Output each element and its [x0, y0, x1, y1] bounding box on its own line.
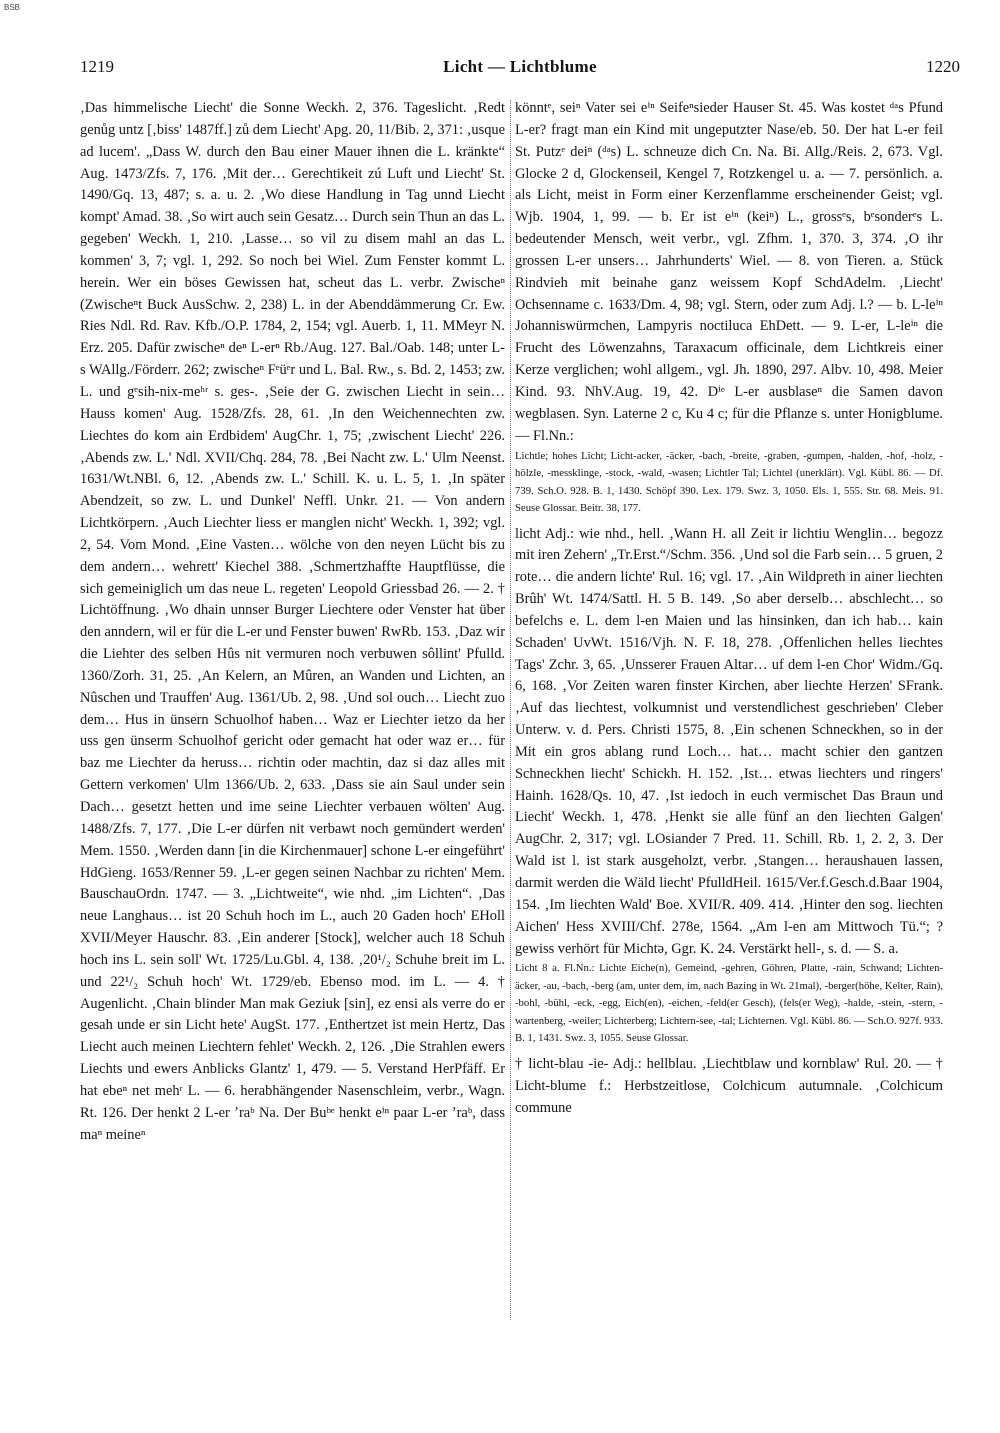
- right-column: [515, 98, 943, 1360]
- page-number-left: 1219: [80, 57, 114, 76]
- library-mark: BSB: [4, 3, 21, 12]
- running-title: Licht — Lichtblume: [443, 57, 597, 76]
- lichtblau-entry: † licht-blau -ie- Adj.: hellblau. ‚Liechtblaw und kornblaw' Rul. 20. — † Licht-blume f.: Herbstzeitlose, Colchicum autumnale. ‚Colchicum commune: [515, 1055, 943, 1116]
- field-names-block: Lichtle; hohes Licht; Licht-acker, -äcker, -bach, -breite, -graben, -gumpen, -halden, -hof, -holz, -hölzle, -messklinge, -stock, -wald, -wasen; Lichtler Tal; Lichtel (unerklärt). Vgl. Kübl. 86. — Df. 739. Sch.O. 928. B. 1, 1430. Schöpf 390. Lex. 179. Swz. 3, 1050. Els. 1, 555. Str. 68. Meis. 91. Seuse Glossar. Beitr. 38, 177.: [515, 449, 943, 514]
- column-divider: [510, 100, 511, 1320]
- page-header: [80, 57, 960, 81]
- left-column-text: ‚Das himmelische Liecht' die Sonne Weckh. 2, 376. Tageslicht. ‚Redt genůg untz [‚biss' 1487ff.] zů dem Liecht' Apg. 20, 11/Bib. 2, 371: ‚usque ad lucem'. „Dass W. durch den Bau einer Mauer ihnen die L. kränkte“ Aug. 1473/Zfs. 7, 176. ‚Mit der… Gerechtikeit zú Luft und Liecht' St. 1490/Gq. 13, 487; s. a. u. 2. ‚Wo diese Handlung in Tag unnd Liecht kompt' Amad. 38. ‚So wirt auch sein Gesatz… Durch sein Thun an das L. gegeben' Weckh. 1, 210. ‚Lasse… so vil zu disem mahl an das L. kommen' 3, 7; vgl. 1, 292. So noch bei Wiel. Zum Fenster kommt L. herein. Wer ein böses Gewissen hat, scheut das L. verbr. Zwischeⁿ (Zwischeⁿt Buck AusSchw. 2, 238) L. in der Abenddämmerung Cr. Ew. Ries Ndl. Rd. Rav. Kfb./O.P. 1784, 2, 154; vgl. Auerb. 1, 11. MMeyr N. Erz. 205. Dafür zwischeⁿ deⁿ L-erⁿ Rb./Aug. 127. Bal./Oab. 148; unter L-s WAllg./Förderr. 262; zwischeⁿ Fᵉüᵉr und L. Bal. Rw., s. Bd. 2, 1453; zw. L. und gᵉsih-nix-meʰʳ s. ges-. ‚Seie der G. zwischen Liecht in sein… Hauss komen' Aug. 1528/Zfs. 28, 61. ‚In den Weichennechten zw. Liechtes do kom ain Erdbidem' AugChr. 1, 75; ‚zwischent Liecht' 226. ‚Abends zw. L.' Ndl. XVII/Chq. 284, 78. ‚Bei Nacht zw. L.' Ulm Neenst. 1631/Wt.NBl. 6, 12. ‚Abends zw. L.' Schill. K. u. L. 5, 1. ‚In später Abendzeit, so zw. L. und Dunkel' Neffl. Unkr. 21. — Von andern Lichtkörpern. ‚Auch Liechter liess er manglen nicht' Weckh. 1, 392; vgl. 2, 54. Vom Mond. ‚Eine Vasten… wölche von den neyen Lücht bis zu dem andern… wehrett' Kiechel 388. ‚Schmertzhaffte Hauptflüsse, die sich gemeiniglich um das neue L. regeten' Leopold Griessbad 26. — 2. † Lichtöffnung. ‚Wo dhain unnser Burger Liechtere oder Venster hat über den anndern, wil er für die L-er und Fenster buwen' RwRb. 153. ‚Daz wir die Liehter des selben Hûs nit vermuren noch verbuwen sôllint' Pfulld. 1360/Zorh. 31, 25. ‚An Kelern, an Mûren, an Wanden und Lichten, an Nûschen und Trauffen' Aug. 1361/Ub. 2, 98. ‚Und sol ouch… Liecht zuo dem… Hus in ünsern Schuolhof haben… Waz er Liechter ietzo da her uss gen ünserm Schuolhof gericht oder gemacht hat oder waz er… für baz me Liechter da heruss… richtin oder machtin, daz si daz alles mit Gettern verkomen' Ulm 1366/Ub. 2, 633. ‚Dass sie ain Saul under sein Dach… gesetzt hetten und ime seine Liechter verbauen wölten' Aug. 1488/Zfs. 7, 177. ‚Die L-er dürfen nit verbawt noch gemündert werden' Mem. 1550. ‚Werden dann [in die Kirchenmauer] schone L-er eingeführt' HdGieng. 1653/Renner 59. ‚L-er gegen seinen Nachbar zu richten' Mem. BauschauOrdn. 1747. — 3. „Lichtweite“, wie nhd. „im Lichten“. ‚Das neue Langhaus… ist 20 Schuh hoch im L., auch 20 Gaden hoch' EHoll XVII/Meyer Hauschr. 83. ‚Ein anderer [Stock], welcher auch 18 Schuh hoch ins L. sein soll' Wt. 1725/Lu.Gbl. 4, 138. ‚20¹/₂ Schuhe breit im L. und 22¹/₂ Schuh hoch' Wt. 1729/eb. Ebenso mod. im L. — 4. † Augenlicht. ‚Chain blinder Man mak Geziuk [sin], ez ensi als verre do er gesah unde er sin Licht hete' AugSt. 177. ‚Enthertzet ist mein Hertz, Das Liecht auch meinen Liechtern fehlet' Weckh. 2, 126. ‚Die Strahlen ewers Liechts und ewers Anblicks Glantz' 1, 479. — 5. Verstand HerPfäff. Er hat ebeⁿ net mehʳ L. — 6. herabhängender Nasenschleim, verbr., Wagn. Rt. 126. Der henkt 2 L-er ʼraᵇ Na. Der Buᵇᵉ henkt eⁱⁿ paar L-er ʼraᵇ, dass maⁿ meineⁿ: [80, 100, 505, 1143]
- licht-field-names-block: Licht 8 a. Fl.Nn.: Lichte Eiche(n), Gemeind, -gehren, Göhren, Platte, -rain, Schwand; Lichten-äcker, -au, -bach, -berg (am, unter dem, im, nach Bazing in Wt. 21mal), -berger(höhe, Kelter, Rain), -bohl, -bühl, -eck, -egg, Eich(en), -eichen, -feld(er Gesch), (fels(er Weg), -halde, -stein, -stern, -wartenberg, -weiler; Lichterberg; Lichtern-see, -tal; Lichternen. Vgl. Kübl. 86. — Sch.O. 927f. 933. B. 1, 1431. Swz. 3, 1055. Seuse Glossar.: [515, 962, 943, 1045]
- page-number-right: 1220: [926, 57, 960, 76]
- licht-adjective-entry: licht Adj.: wie nhd., hell. ‚Wann H. all Zeit ir lichtiu Wenglin… begozz mit iren Zehern' „Tr.Erst.“/Schm. 356. ‚Und sol die Farb sein… 5 gruen, 2 rote… die andern lichte' Rul. 16; vgl. 17. ‚Ain Wildpreth in ainer liechten Brûh' Wt. 1474/Sattl. H. 5 B. 149. ‚So aber derselb… abschlecht… so befelchs e. L. dem l-en Maien und las hinsinken, dan ich hab… kain Schaden' UvWt. 1516/Vjh. N. F. 18, 278. ‚Offenlichen helles liechtes Tags' Zchr. 3, 65. ‚Unsserer Frauen Altar… uf dem l-en Chor' Widm./Gq. 6, 168. ‚Vor Zeiten waren finster Kirchen, aber liechte Herzen' SFrank. ‚Auf das liechtest, volkumnist und verstendlichest geschrieben' Cleber Unterw. v. d. Pers. Christi 1575, 8. ‚Ein schenen Schneckhen, so in der Mit ein gros ablang rund Loch… hat… macht schier den gantzen Schneckhen liecht' Schickh. H. 152. ‚Ist… etwas liechters und ringers' Hainh. 1628/Qs. 10, 47. ‚Ist iedoch in euch vermischet Das Braun und Liecht' Weckh. 1, 478. ‚Henkt sie alle fünf an den liechten Galgen' AugChr. 2, 317; vgl. LOsiander 7 Pred. 11. Schill. Rb. 1, 2. 2, 3. Der Wald ist l. ist stark ausgeholzt, verbr. ‚Stangen… heraushauen lassen, darmit werden die Wäld liecht' PfulldHeil. 1615/Ver.f.Gesch.d.Baar 1904, 154. ‚Im liechten Wald' Boe. XVII/R. 409. 414. ‚Hinter den sog. liechten Aichen' Hess XVIII/Chf. 278e, 1564. „Am l-en am Mittwoch Tü.“; ? gewiss verhört für Michtə, Ggr. K. 24. Verstärkt hell-, s. d. — S. a.: [515, 525, 943, 957]
- right-column-text: könntᵉ, seiⁿ Vater sei eⁱⁿ Seifeⁿsieder Hauser St. 45. Was kostet ᵈᵃs Pfund L-er? fragt man ein Kind mit ungeputzter Nase/eb. 50. Der hat L-er feil St. Putzᵉ deiⁿ (ᵈᵃs) L. schneuze dich Cn. Na. Bi. Allg./Reis. 2, 673. Vgl. Glocke 2 d, Glockenseil, Kengel 7, Rotzkengel u. a. — 7. persönlich. a. als Licht, meist in Form einer Kerzenflamme erscheinender Geist; vgl. Wjb. 1904, 1, 99. — b. Er ist eⁱⁿ (keiⁿ) L., grossᵉs, bᵉsonderᵉs L. bedeutender Mensch, weit verbr., vgl. Zfhm. 1, 370. 3, 374. ‚O ihr grossen L-er unsers… Jahrhunderts' Wiel. — 8. von Tieren. a. Stück Rindvieh mit beinahe ganz weissem Kopf SchdAdelm. ‚Liecht' Ochsenname c. 1633/Dm. 4, 98; vgl. Stern, oder zum Adj. l.? — b. L-leⁱⁿ Johanniswürmchen, Lampyris noctiluca EhDett. — 9. L-er, L-leⁱⁿ die Frucht des Löwenzahns, Taraxacum officinale, dem Lichtkreis einer Kerze verglichen; wohl allgem., vgl. Jh. 1890, 297. Albv. 10, 498. Meier Kind. 93. NhV.Aug. 19, 42. Dⁱᵉ L-er ausblaseⁿ die Samen davon wegblasen. Syn. Laterne 2 c, Ku 4 c; für die Pflanze s. unter Honigblume. — Fl.Nn.:: [515, 100, 943, 444]
- left-column: [80, 98, 505, 1360]
